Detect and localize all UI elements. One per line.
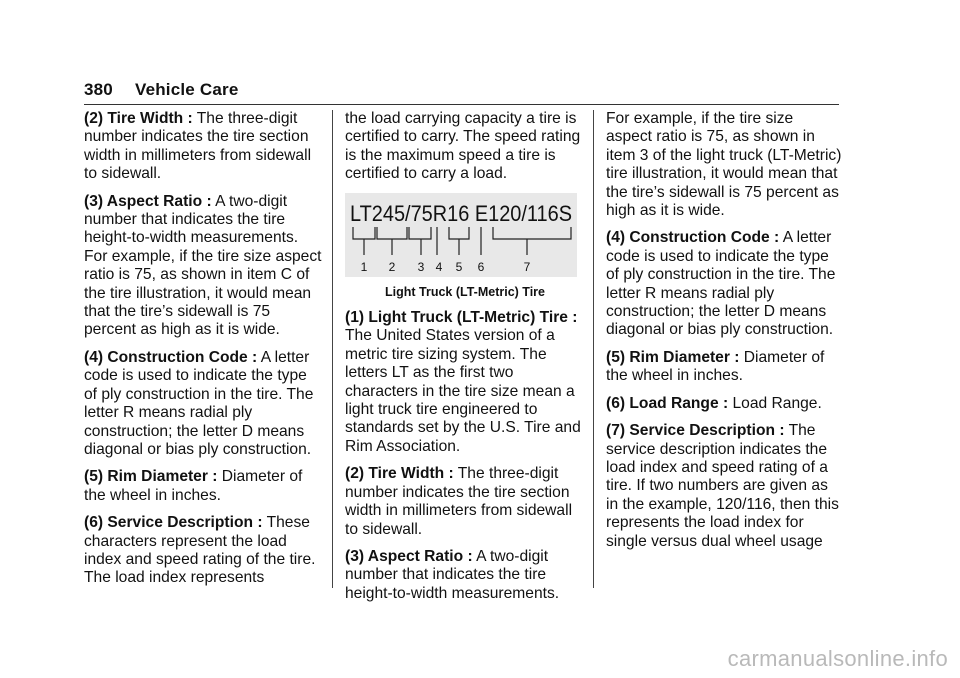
section-title: Vehicle Care xyxy=(134,80,239,99)
term-text: A letter code is used to indicate the type of ply construction in the tire. The letter R means radial ply construction; the letter D means diagonal or bias ply construction. xyxy=(606,229,836,339)
column-3 xyxy=(606,110,842,560)
paragraph xyxy=(606,422,842,551)
tire-code: LT245/75R16 E120/116S xyxy=(350,200,572,226)
paragraph xyxy=(606,110,842,220)
column-1 xyxy=(84,110,324,597)
term-label: (1) Light Truck (LT-Metric) Tire : xyxy=(345,309,578,327)
term-text: A letter code is used to indicate the type of ply construction in the tire. The letter R means radial ply construction; the letter D means diagonal or bias ply construction. xyxy=(84,348,314,458)
tire-size-illustration xyxy=(345,193,577,283)
term-label: (6) Service Description : xyxy=(84,514,263,532)
figure-caption: Light Truck (LT-Metric) Tire xyxy=(385,284,545,299)
callout-number: 6 xyxy=(477,259,485,274)
term-text: For example, if the tire size aspect ratio is 75, as shown in item 3 of the light truck (LT-Metric) tire illustration, it would mean that the tire’s sidewall is 75 percent as high as it is wide. xyxy=(606,110,842,220)
column-divider xyxy=(593,110,594,588)
term-text: The three-digit number indicates the tire section width in millimeters from sidewall to sidewall. xyxy=(84,110,312,183)
callout-number: 3 xyxy=(417,259,425,274)
term-label: (6) Load Range : xyxy=(606,394,729,412)
term-text: A two-digit number that indicates the tire height-to-width measurements. For example, if the tire size aspect ratio is 75, as shown in item C of the tire illustration, it would mean that the tire’s sidewall is 75 percent as high as it is wide. xyxy=(84,192,322,339)
term-text: A two-digit number that indicates the tire height-to-width measurements. xyxy=(345,547,560,602)
paragraph xyxy=(84,468,324,505)
term-label: (4) Construction Code : xyxy=(606,229,780,247)
term-text: Load Range. xyxy=(728,394,822,412)
term-text: Diameter of the wheel in inches. xyxy=(84,468,303,504)
header-rule xyxy=(84,104,839,105)
page-number: 380 xyxy=(84,80,113,99)
callout-number: 1 xyxy=(360,259,368,274)
term-label: (2) Tire Width : xyxy=(84,110,193,127)
column-divider xyxy=(332,110,333,588)
paragraph xyxy=(84,514,324,588)
paragraph xyxy=(606,349,842,386)
paragraph xyxy=(606,229,842,339)
term-label: (3) Aspect Ratio : xyxy=(84,192,212,210)
term-label: (7) Service Description : xyxy=(606,422,785,440)
callout-number: 5 xyxy=(455,259,463,274)
watermark: carmanualsonline.info xyxy=(727,646,948,671)
paragraph xyxy=(345,548,585,603)
term-label: (5) Rim Diameter : xyxy=(606,348,740,366)
paragraph xyxy=(84,193,324,340)
paragraph xyxy=(606,395,842,413)
callout-number: 2 xyxy=(388,259,396,274)
callout-number: 4 xyxy=(435,259,443,274)
paragraph xyxy=(345,465,585,539)
paragraph xyxy=(84,110,324,184)
term-label: (2) Tire Width : xyxy=(345,465,454,483)
term-text: The United States version of a metric tire sizing system. The letters LT as the first two characters in the tire size mean a light truck tire engineered to standards set by the U.S. Tire and Rim Association. xyxy=(345,327,581,455)
term-label: (5) Rim Diameter : xyxy=(84,468,218,486)
term-label: (3) Aspect Ratio : xyxy=(345,547,473,565)
tire-diagram xyxy=(345,193,577,283)
term-text: The service description indicates the load index and speed rating of a tire. If two numbers are given as in the example, 120/116, then this represents the load index for single versus dual wheel usage xyxy=(606,422,839,550)
column-2 xyxy=(345,110,585,612)
paragraph xyxy=(84,349,324,459)
term-text: The three-digit number indicates the tire section width in millimeters from sidewall to sidewall. xyxy=(345,465,573,538)
term-text: Diameter of the wheel in inches. xyxy=(606,348,825,385)
callout-number: 7 xyxy=(523,259,531,274)
term-text: These characters represent the load index and speed rating of the tire. The load index represents xyxy=(84,514,316,587)
term-label: (4) Construction Code : xyxy=(84,348,258,366)
paragraph: the load carrying capacity a tire is certified to carry. The speed rating is the maximum speed a tire is certified to carry a load. xyxy=(345,110,581,183)
page-header xyxy=(84,80,239,100)
paragraph xyxy=(345,309,585,456)
